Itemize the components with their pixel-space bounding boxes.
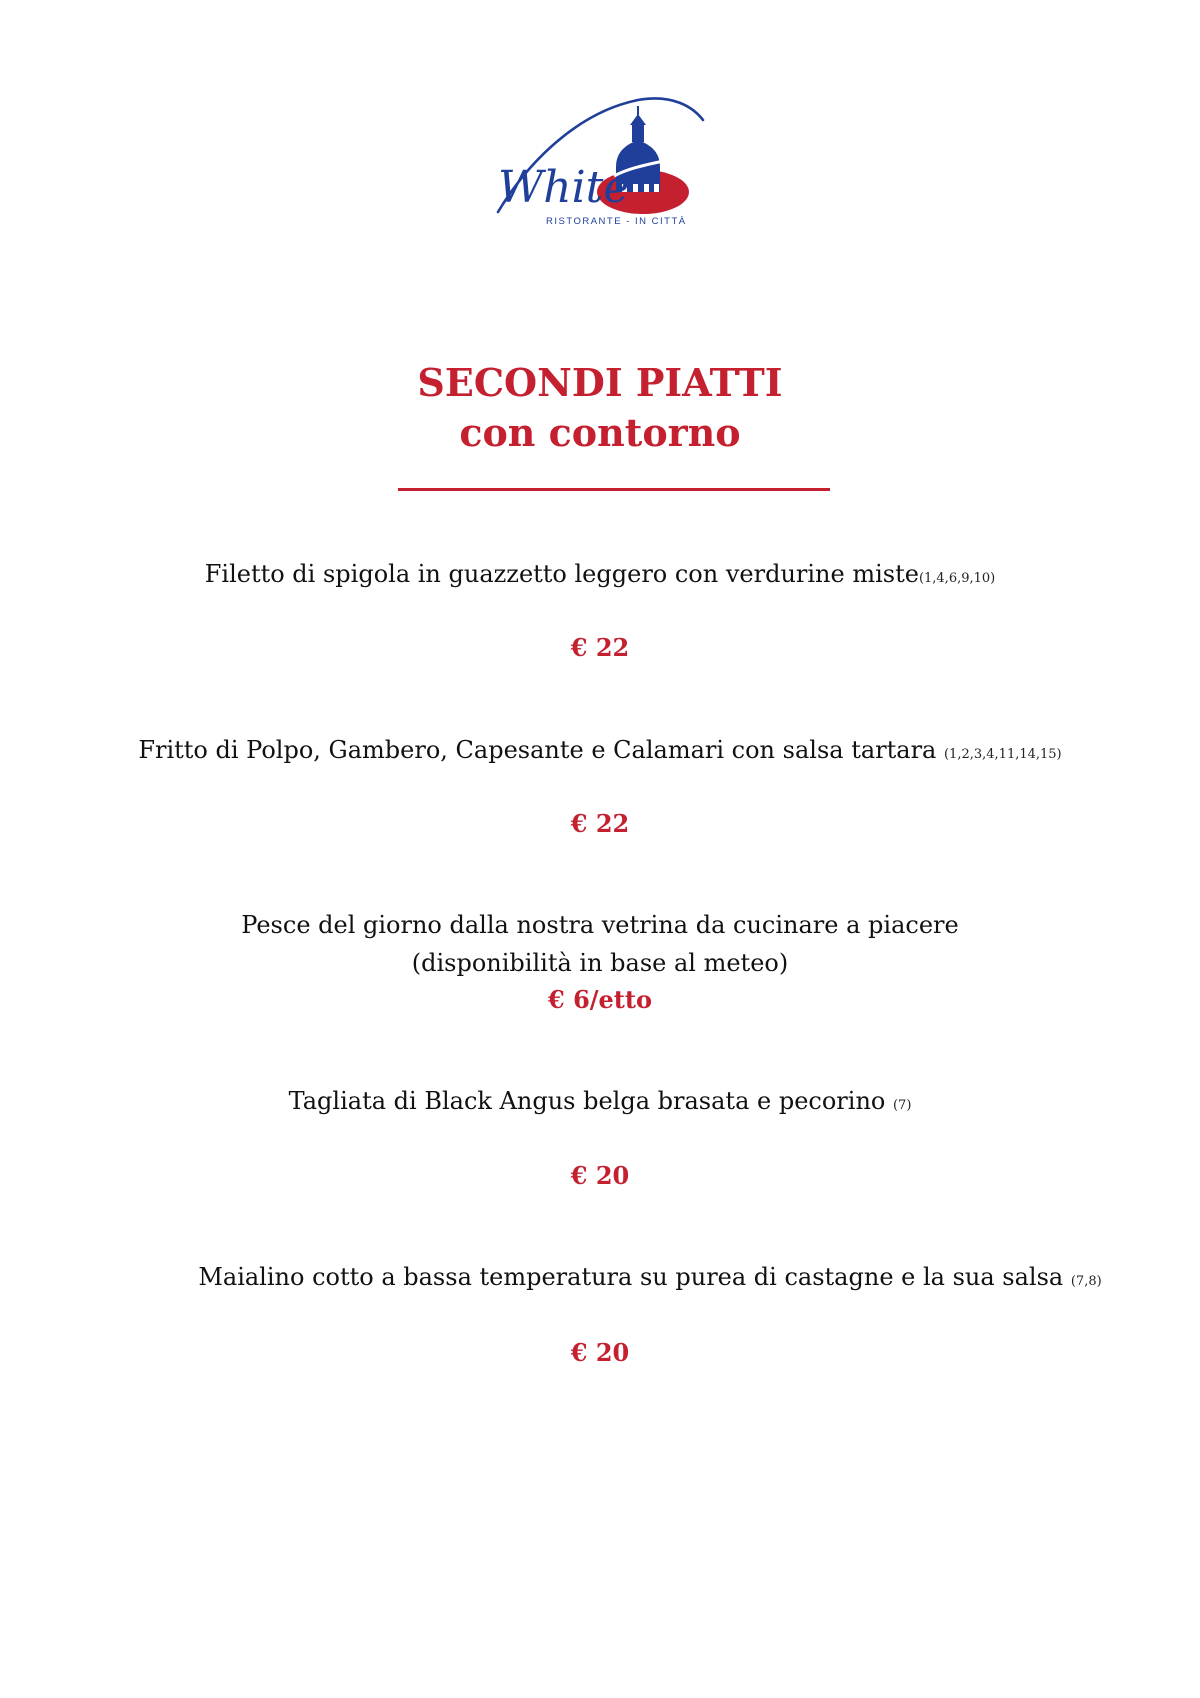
logo-graphic	[488, 92, 718, 242]
restaurant-logo	[488, 92, 718, 242]
dish-name: Maialino cotto a bassa temperatura su purea di castagne e la sua salsa	[198, 1263, 1071, 1291]
heading-divider	[398, 488, 830, 491]
dish-price: € 20	[570, 1161, 630, 1190]
logo-script-text: White	[498, 162, 630, 213]
dish-item	[0, 1082, 1200, 1125]
dish-note: (disponibilità in base al meteo)	[411, 949, 789, 977]
dish-price: € 22	[570, 633, 630, 662]
dish-allergens: (1,2,3,4,11,14,15)	[943, 747, 1062, 762]
dish-name: Tagliata di Black Angus belga brasata e pecorino	[288, 1087, 893, 1115]
dish-item	[0, 906, 1200, 982]
logo-tagline: RISTORANTE - IN CITTÀ	[546, 216, 687, 227]
dish-item	[50, 1258, 1200, 1301]
dish-item	[0, 555, 1200, 598]
heading-line-1: SECONDI PIATTI	[417, 360, 783, 405]
dish-item	[0, 731, 1200, 774]
dish-price: € 22	[570, 809, 630, 838]
heading-line-2: con contorno	[459, 410, 741, 455]
dish-name: Pesce del giorno dalla nostra vetrina da cucinare a piacere	[241, 911, 959, 939]
dish-name: Fritto di Polpo, Gambero, Capesante e Calamari con salsa tartara	[138, 736, 944, 764]
dish-price: € 6/etto	[548, 985, 652, 1014]
dish-name: Filetto di spigola in guazzetto leggero con verdurine miste	[204, 560, 919, 588]
dish-price: € 20	[570, 1338, 630, 1367]
dish-allergens: (7)	[892, 1098, 912, 1113]
dish-allergens: (7,8)	[1070, 1274, 1102, 1289]
menu-section-heading	[0, 358, 1200, 458]
dish-allergens: (1,4,6,9,10)	[918, 571, 996, 586]
